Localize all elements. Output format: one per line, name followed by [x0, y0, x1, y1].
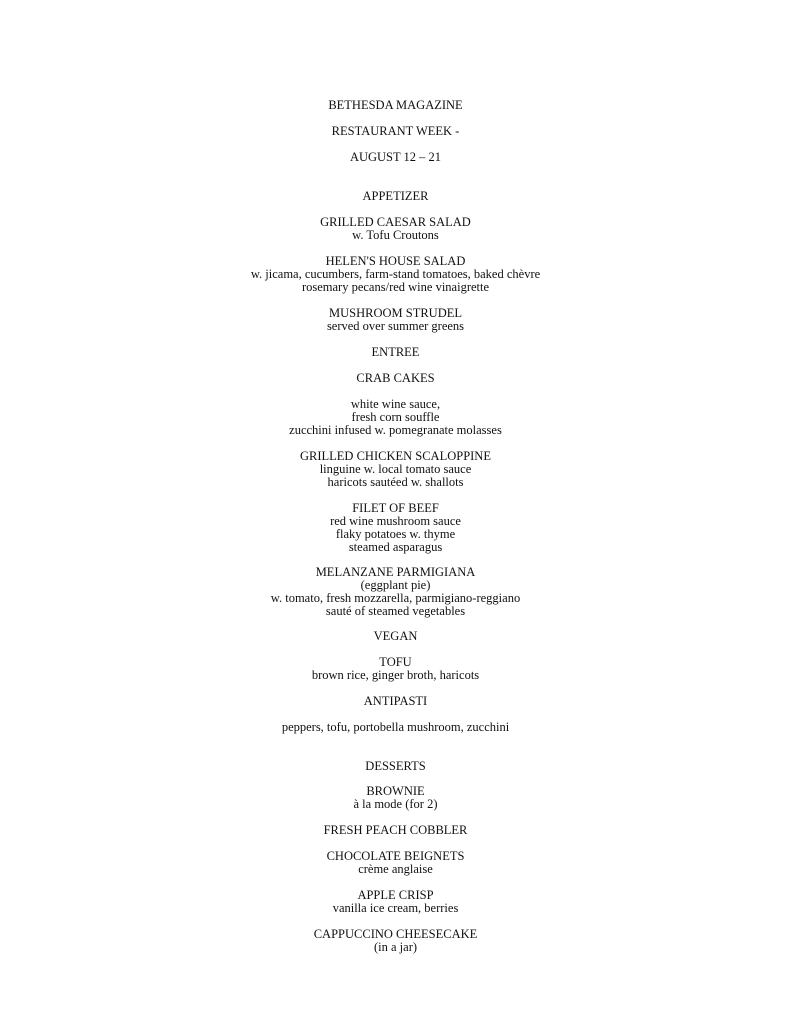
- menu-item-desc: steamed asparagus: [348, 540, 443, 554]
- menu-item-name: HELEN'S HOUSE SALAD: [325, 254, 466, 268]
- menu-item-desc: fresh corn souffle: [351, 410, 440, 424]
- menu-item-name: GRILLED CAESAR SALAD: [320, 215, 471, 229]
- menu-item-desc: zucchini infused w. pomegranate molasses: [289, 423, 502, 437]
- menu-item-desc: sauté of steamed vegetables: [325, 604, 466, 618]
- appetizer-heading: APPETIZER: [362, 189, 429, 203]
- menu-item-desc: crème anglaise: [358, 862, 433, 876]
- menu-item-name: FRESH PEACH COBBLER: [323, 823, 468, 837]
- menu-item-desc: white wine sauce,: [350, 397, 441, 411]
- menu-item-name: FILET OF BEEF: [352, 501, 439, 515]
- menu-item-desc: vanilla ice cream, berries: [332, 901, 459, 915]
- menu-item-desc: peppers, tofu, portobella mushroom, zucchini: [281, 720, 510, 734]
- menu-item-name: MUSHROOM STRUDEL: [328, 306, 462, 320]
- event-dates: AUGUST 12 – 21: [349, 150, 442, 164]
- menu-item-name: CAPPUCCINO CHEESECAKE: [313, 927, 478, 941]
- menu-item-name: CHOCOLATE BEIGNETS: [326, 849, 465, 863]
- menu-item-name: CRAB CAKES: [356, 371, 435, 385]
- menu-item-desc: w. tomato, fresh mozzarella, parmigiano-reggiano: [270, 591, 521, 605]
- vegan-heading: VEGAN: [373, 629, 418, 643]
- menu-item-name: APPLE CRISP: [357, 888, 434, 902]
- antipasti-heading: ANTIPASTI: [363, 694, 428, 708]
- menu-item-desc: red wine mushroom sauce: [330, 514, 461, 528]
- menu-item-name: BROWNIE: [366, 784, 425, 798]
- menu-item-name: MELANZANE PARMIGIANA: [315, 565, 476, 579]
- menu-item-name: TOFU: [379, 655, 412, 669]
- menu-item-desc: à la mode (for 2): [353, 797, 438, 811]
- event-title: RESTAURANT WEEK -: [331, 124, 460, 138]
- desserts-heading: DESSERTS: [365, 759, 426, 773]
- menu-item-desc: (in a jar): [373, 940, 418, 954]
- menu-item-desc: flaky potatoes w. thyme: [335, 527, 456, 541]
- entree-heading: ENTREE: [371, 345, 420, 359]
- menu-item-desc: linguine w. local tomato sauce: [319, 462, 472, 476]
- menu-item-name: GRILLED CHICKEN SCALOPPINE: [300, 449, 491, 463]
- menu-item-desc: rosemary pecans/red wine vinaigrette: [301, 280, 490, 294]
- menu-item-desc: (eggplant pie): [360, 578, 431, 592]
- menu-item-desc: w. Tofu Croutons: [352, 228, 439, 242]
- magazine-title: BETHESDA MAGAZINE: [328, 98, 463, 112]
- menu-item-desc: w. jicama, cucumbers, farm-stand tomatoes, baked chèvre: [250, 267, 541, 281]
- menu-item-desc: brown rice, ginger broth, haricots: [311, 668, 480, 682]
- menu-item-desc: haricots sautéed w. shallots: [327, 475, 464, 489]
- menu-item-desc: served over summer greens: [326, 319, 465, 333]
